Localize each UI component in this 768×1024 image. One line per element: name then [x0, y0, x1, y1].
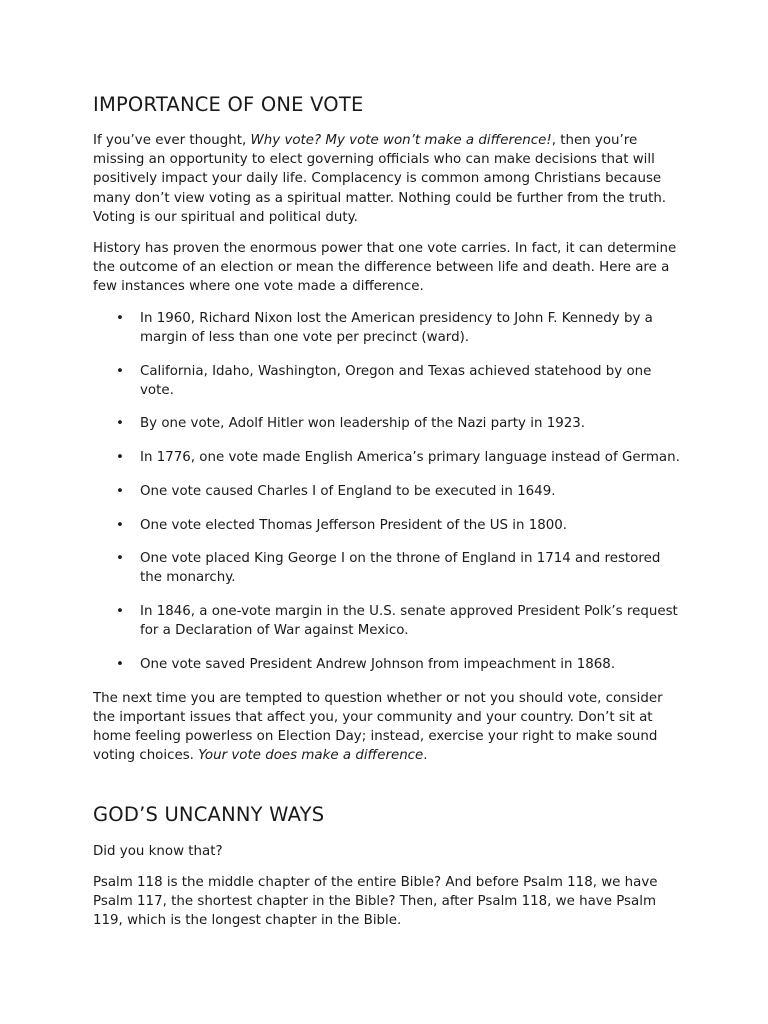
list-item-text: One vote saved President Andrew Johnson from impeachment in 1868. — [140, 657, 616, 673]
list-item — [93, 309, 683, 347]
list-item — [93, 482, 683, 501]
document-page — [93, 92, 683, 942]
list-item — [93, 448, 683, 467]
list-item-text: In 1960, Richard Nixon lost the American presidency to John F. Kennedy by a margin of less than one vote per precinct (ward). — [140, 310, 653, 345]
list-item-text: In 1846, a one-vote margin in the U.S. senate approved President Polk’s request for a Declaration of War against Mexico. — [140, 604, 678, 639]
bullet-icon: • — [116, 551, 124, 567]
closing-italic-phrase: Your vote does make a difference — [198, 748, 424, 764]
intro-text-start: If you’ve ever thought, — [93, 133, 251, 148]
did-you-know-paragraph: Did you know that? — [93, 843, 223, 859]
bullet-icon: • — [116, 416, 124, 432]
list-item — [93, 516, 683, 535]
list-item-text: One vote placed King George I on the throne of England in 1714 and restored the monarchy. — [140, 551, 661, 586]
list-item-text: One vote caused Charles I of England to be executed in 1649. — [140, 483, 556, 499]
list-item-text: One vote elected Thomas Jefferson President of the US in 1800. — [140, 517, 568, 533]
bullet-icon: • — [116, 483, 124, 499]
list-item-text: California, Idaho, Washington, Oregon and Texas achieved statehood by one vote. — [140, 363, 652, 398]
intro-text-end: , then you’re missing an opportunity to elect governing officials who can make decisions that will positively impact your daily life. Complacency is common among Christians because many don’t view voting as a spiritual matter. Nothing could be further from the truth. Voting is our spiritual and political duty. — [93, 133, 667, 225]
list-item — [93, 362, 683, 400]
history-paragraph: History has proven the enormous power that one vote carries. In fact, it can determine the outcome of an election or mean the difference between life and death. Here are a few instances where one vote made a difference. — [93, 241, 677, 295]
list-item-text: In 1776, one vote made English America’s primary language instead of German. — [140, 450, 680, 466]
bullet-icon: • — [116, 604, 124, 620]
bullet-icon: • — [116, 310, 124, 326]
section-heading-importance-of-one-vote: IMPORTANCE OF ONE VOTE — [93, 93, 364, 116]
list-item — [93, 414, 683, 433]
closing-period: . — [423, 748, 428, 764]
section-heading-gods-uncanny-ways: GOD’S UNCANNY WAYS — [93, 802, 325, 826]
list-item — [93, 602, 683, 640]
intro-paragraph — [93, 131, 683, 227]
closing-paragraph — [93, 689, 683, 766]
one-vote-instances-list — [93, 309, 683, 675]
bullet-icon: • — [116, 450, 124, 466]
closing-text: The next time you are tempted to question whether or not you should vote, consider the important issues that affect you, your community and your country. Don’t sit at home feeling powerless on Election Day; instead, exercise your right to make sound voting choices. — [93, 690, 663, 764]
list-item — [93, 655, 683, 674]
intro-italic-quote: Why vote? My vote won’t make a difference! — [250, 133, 552, 148]
list-item — [93, 549, 683, 587]
bullet-icon: • — [116, 657, 124, 673]
list-item-text: By one vote, Adolf Hitler won leadership of the Nazi party in 1923. — [140, 416, 586, 432]
bullet-icon: • — [116, 363, 124, 379]
bullet-icon: • — [116, 517, 124, 533]
psalm-paragraph: Psalm 118 is the middle chapter of the entire Bible? And before Psalm 118, we have Psalm 117, the shortest chapter in the Bible? Then, after Psalm 118, we have Psalm 119, which is the longest chapter in the Bible. — [93, 874, 658, 929]
